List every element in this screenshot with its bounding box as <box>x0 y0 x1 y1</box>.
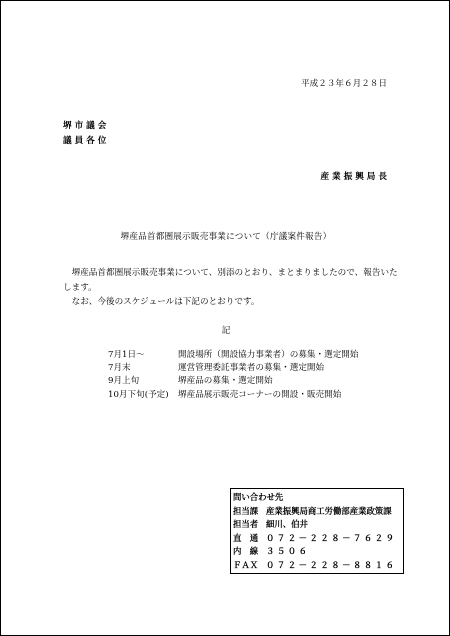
contact-label: 直 通 <box>233 532 259 543</box>
contact-label: ＦＡＸ <box>233 559 259 570</box>
schedule-what: 開設場所（開設協力事業者）の募集・選定開始 <box>178 350 359 360</box>
contact-value: 細川、伯井 <box>266 519 308 530</box>
document-title: 堺産品首都圏展示販売事業について（庁議案件報告） <box>120 232 332 242</box>
ki-heading: 記 <box>221 326 231 336</box>
contact-row <box>233 547 403 561</box>
schedule-when: 10月下旬(予定) <box>108 389 169 400</box>
contact-box <box>230 488 404 574</box>
schedule-what: 堺産品の募集・選定開始 <box>178 376 273 387</box>
contact-row <box>233 507 403 521</box>
addressee-line-2: 議 員 各 位 <box>63 136 107 146</box>
sender: 産 業 振 興 局 長 <box>320 172 387 182</box>
schedule-when: 7月末 <box>108 363 131 374</box>
contact-heading: 問い合わせ先 <box>233 492 284 502</box>
contact-label: 担当者 <box>233 519 259 530</box>
body-line-2: します。 <box>63 283 97 293</box>
document-date: 平成２３年６月２８日 <box>301 79 387 89</box>
schedule-what: 堺産品展示販売コーナーの開設・販売開始 <box>178 389 342 400</box>
addressee-line-1: 堺 市 議 会 <box>63 121 107 131</box>
contact-label: 担当課 <box>233 505 259 516</box>
contact-heading-row <box>233 493 403 507</box>
schedule-when: 7月1日～ <box>108 350 145 360</box>
contact-value: 産業振興局商工労働部産業政策課 <box>266 505 392 516</box>
contact-value: ０７２－２２８－８８１６ <box>266 559 397 570</box>
schedule-when: 9月上旬 <box>108 376 140 387</box>
contact-label: 内 線 <box>233 546 259 557</box>
contact-row <box>233 561 403 575</box>
contact-row <box>233 520 403 534</box>
contact-value: ３５０６ <box>266 546 310 557</box>
body-line-3: なお、今後のスケジュールは下記のとおりです。 <box>63 297 260 307</box>
schedule-what: 運営管理委託事業者の募集・選定開始 <box>178 363 325 374</box>
body-line-1: 堺産品首都圏展示販売事業について、別添のとおり、まとまりましたので、報告いた <box>63 268 398 278</box>
contact-row <box>233 534 403 548</box>
contact-value: ０７２－２２８－７６２９ <box>266 532 397 543</box>
